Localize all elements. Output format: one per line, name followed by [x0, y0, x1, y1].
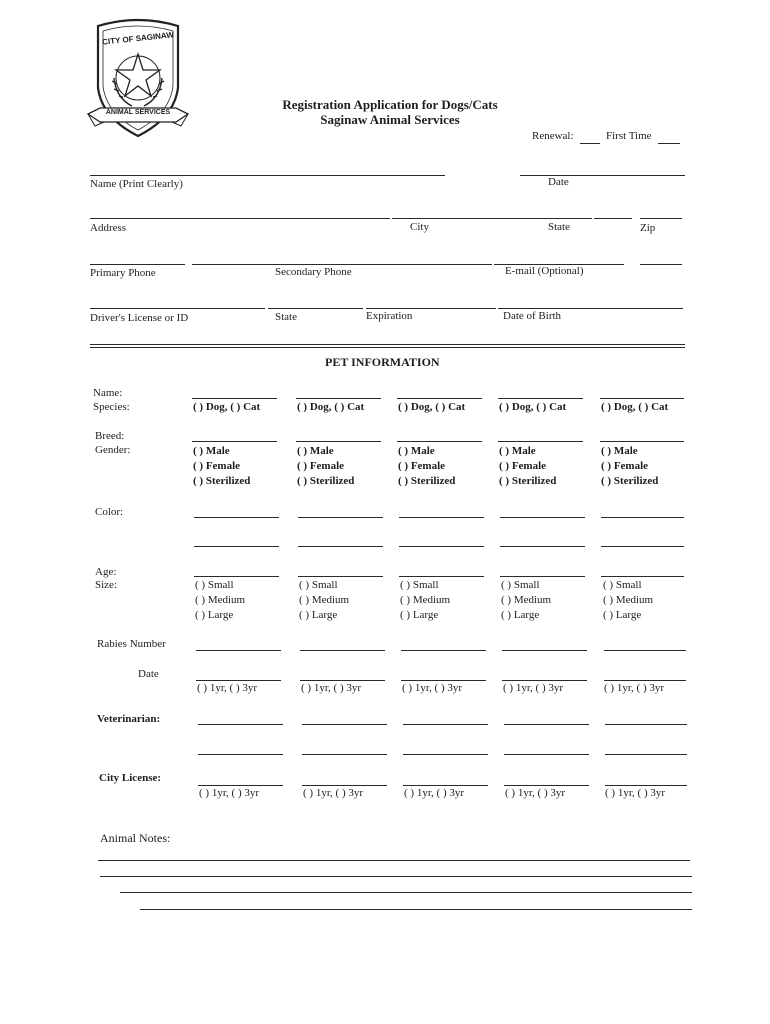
gender-male-option[interactable]: ( ) Male [499, 445, 536, 457]
species-option[interactable]: ( ) Dog, ( ) Cat [499, 401, 567, 413]
age-label: Age: [95, 566, 117, 578]
size-small-option[interactable]: ( ) Small [501, 579, 540, 591]
rabies-number-field[interactable] [604, 650, 686, 651]
rabies-number-field[interactable] [300, 650, 385, 651]
breed-field[interactable] [397, 441, 482, 442]
size-large-option[interactable]: ( ) Large [195, 609, 234, 621]
notes-line[interactable] [120, 892, 692, 893]
address-label: Address [90, 222, 127, 234]
gender-male-option[interactable]: ( ) Male [398, 445, 435, 457]
first-time-label: First Time [606, 130, 652, 142]
state-label: State [548, 221, 570, 233]
primary-phone-label: Primary Phone [90, 267, 156, 279]
date-label: Date [548, 176, 569, 188]
veterinarian-field[interactable] [302, 724, 387, 725]
gender-female-option[interactable]: ( ) Female [297, 460, 345, 472]
size-small-option[interactable]: ( ) Small [603, 579, 642, 591]
breed-label: Breed: [95, 430, 125, 442]
color-label: Color: [95, 506, 124, 518]
zip-field[interactable] [640, 218, 682, 219]
form-subtitle: Saginaw Animal Services [320, 112, 460, 127]
size-label: Size: [95, 579, 117, 591]
size-medium-option[interactable]: ( ) Medium [603, 594, 654, 606]
pet-name-field[interactable] [498, 398, 583, 399]
section-divider-top [90, 344, 685, 345]
size-medium-option[interactable]: ( ) Medium [195, 594, 246, 606]
first-time-field[interactable] [658, 143, 680, 144]
seal-ribbon-text: ANIMAL SERVICES [105, 109, 171, 116]
animal-notes-label: Animal Notes: [100, 831, 171, 845]
date-field[interactable] [520, 175, 685, 176]
species-option[interactable]: ( ) Dog, ( ) Cat [601, 401, 669, 413]
dob-field[interactable] [498, 308, 683, 309]
color-field-2[interactable] [399, 546, 484, 547]
dob-label: Date of Birth [503, 310, 562, 322]
notes-line[interactable] [100, 876, 692, 877]
rabies-term-option[interactable]: ( ) 1yr, ( ) 3yr [402, 682, 463, 694]
color-field-2[interactable] [298, 546, 383, 547]
license-state-field[interactable] [268, 308, 363, 309]
gender-sterilized-option[interactable]: ( ) Sterilized [193, 475, 251, 487]
rabies-term-option[interactable]: ( ) 1yr, ( ) 3yr [301, 682, 362, 694]
size-small-option[interactable]: ( ) Small [195, 579, 234, 591]
rabies-number-field[interactable] [401, 650, 486, 651]
gender-label: Gender: [95, 444, 131, 456]
gender-female-option[interactable]: ( ) Female [601, 460, 649, 472]
pet-name-label: Name: [93, 387, 123, 399]
expiration-field[interactable] [366, 308, 496, 309]
veterinarian-field-2[interactable] [504, 754, 589, 755]
species-option[interactable]: ( ) Dog, ( ) Cat [193, 401, 261, 413]
size-large-option[interactable]: ( ) Large [400, 609, 439, 621]
city-license-term-option[interactable]: ( ) 1yr, ( ) 3yr [505, 787, 566, 799]
veterinarian-field-2[interactable] [198, 754, 283, 755]
city-field[interactable] [392, 218, 592, 219]
size-small-option[interactable]: ( ) Small [299, 579, 338, 591]
gender-sterilized-option[interactable]: ( ) Sterilized [398, 475, 456, 487]
gender-female-option[interactable]: ( ) Female [499, 460, 547, 472]
color-field[interactable] [601, 517, 684, 518]
breed-field[interactable] [498, 441, 583, 442]
age-field[interactable] [500, 576, 585, 577]
email-field-end[interactable] [640, 264, 682, 265]
size-large-option[interactable]: ( ) Large [501, 609, 540, 621]
saginaw-seal-logo [86, 18, 190, 142]
gender-female-option[interactable]: ( ) Female [193, 460, 241, 472]
section-divider-bottom [90, 347, 685, 348]
veterinarian-field-2[interactable] [403, 754, 488, 755]
primary-phone-field[interactable] [90, 264, 185, 265]
rabies-number-field[interactable] [196, 650, 281, 651]
veterinarian-field[interactable] [403, 724, 488, 725]
email-label: E-mail (Optional) [505, 265, 584, 277]
license-label: Driver's License or ID [90, 312, 189, 324]
pet-information-heading: PET INFORMATION [325, 355, 440, 369]
rabies-term-option[interactable]: ( ) 1yr, ( ) 3yr [197, 682, 258, 694]
veterinarian-field-2[interactable] [605, 754, 687, 755]
color-field[interactable] [194, 517, 279, 518]
city-license-term-option[interactable]: ( ) 1yr, ( ) 3yr [404, 787, 465, 799]
gender-male-option[interactable]: ( ) Male [297, 445, 334, 457]
species-label: Species: [93, 401, 130, 413]
city-license-term-option[interactable]: ( ) 1yr, ( ) 3yr [605, 787, 666, 799]
veterinarian-field[interactable] [198, 724, 283, 725]
gender-female-option[interactable]: ( ) Female [398, 460, 446, 472]
color-field[interactable] [399, 517, 484, 518]
rabies-number-label: Rabies Number [97, 638, 166, 650]
pet-name-field[interactable] [296, 398, 381, 399]
size-medium-option[interactable]: ( ) Medium [501, 594, 552, 606]
state-field[interactable] [594, 218, 632, 219]
veterinarian-label: Veterinarian: [97, 713, 161, 725]
name-label: Name (Print Clearly) [90, 178, 183, 190]
age-field[interactable] [399, 576, 484, 577]
color-field[interactable] [500, 517, 585, 518]
city-license-term-option[interactable]: ( ) 1yr, ( ) 3yr [199, 787, 260, 799]
color-field-2[interactable] [194, 546, 279, 547]
address-field[interactable] [90, 218, 390, 219]
secondary-phone-field[interactable] [192, 264, 492, 265]
veterinarian-field-2[interactable] [302, 754, 387, 755]
species-option[interactable]: ( ) Dog, ( ) Cat [297, 401, 365, 413]
gender-sterilized-option[interactable]: ( ) Sterilized [601, 475, 659, 487]
color-field[interactable] [298, 517, 383, 518]
size-medium-option[interactable]: ( ) Medium [400, 594, 451, 606]
city-license-term-option[interactable]: ( ) 1yr, ( ) 3yr [303, 787, 364, 799]
color-field-2[interactable] [601, 546, 684, 547]
license-field[interactable] [90, 308, 265, 309]
breed-field[interactable] [600, 441, 684, 442]
veterinarian-field[interactable] [504, 724, 589, 725]
breed-field[interactable] [192, 441, 277, 442]
size-medium-option[interactable]: ( ) Medium [299, 594, 350, 606]
veterinarian-field[interactable] [605, 724, 687, 725]
size-large-option[interactable]: ( ) Large [603, 609, 642, 621]
zip-label: Zip [640, 222, 656, 234]
pet-name-field[interactable] [600, 398, 684, 399]
notes-line[interactable] [98, 860, 690, 861]
license-state-label: State [275, 311, 297, 323]
breed-field[interactable] [296, 441, 381, 442]
secondary-phone-label: Secondary Phone [275, 266, 352, 278]
species-option[interactable]: ( ) Dog, ( ) Cat [398, 401, 466, 413]
gender-sterilized-option[interactable]: ( ) Sterilized [297, 475, 355, 487]
gender-sterilized-option[interactable]: ( ) Sterilized [499, 475, 557, 487]
gender-male-option[interactable]: ( ) Male [193, 445, 230, 457]
name-field[interactable] [90, 175, 445, 176]
notes-line[interactable] [140, 909, 692, 910]
age-field[interactable] [298, 576, 383, 577]
renewal-label: Renewal: [532, 130, 574, 142]
rabies-date-label: Date [138, 668, 159, 680]
city-label: City [410, 221, 429, 233]
age-field[interactable] [601, 576, 684, 577]
pet-name-field[interactable] [192, 398, 277, 399]
renewal-field[interactable] [580, 143, 600, 144]
gender-male-option[interactable]: ( ) Male [601, 445, 638, 457]
rabies-term-option[interactable]: ( ) 1yr, ( ) 3yr [604, 682, 665, 694]
size-large-option[interactable]: ( ) Large [299, 609, 338, 621]
rabies-term-option[interactable]: ( ) 1yr, ( ) 3yr [503, 682, 564, 694]
seal-top-text: CITY OF SAGINAW [101, 30, 175, 47]
expiration-label: Expiration [366, 310, 413, 322]
city-license-label: City License: [99, 772, 162, 784]
pet-name-field[interactable] [397, 398, 482, 399]
form-title: Registration Application for Dogs/Cats [282, 97, 498, 112]
size-small-option[interactable]: ( ) Small [400, 579, 439, 591]
age-field[interactable] [194, 576, 279, 577]
color-field-2[interactable] [500, 546, 585, 547]
rabies-number-field[interactable] [502, 650, 587, 651]
